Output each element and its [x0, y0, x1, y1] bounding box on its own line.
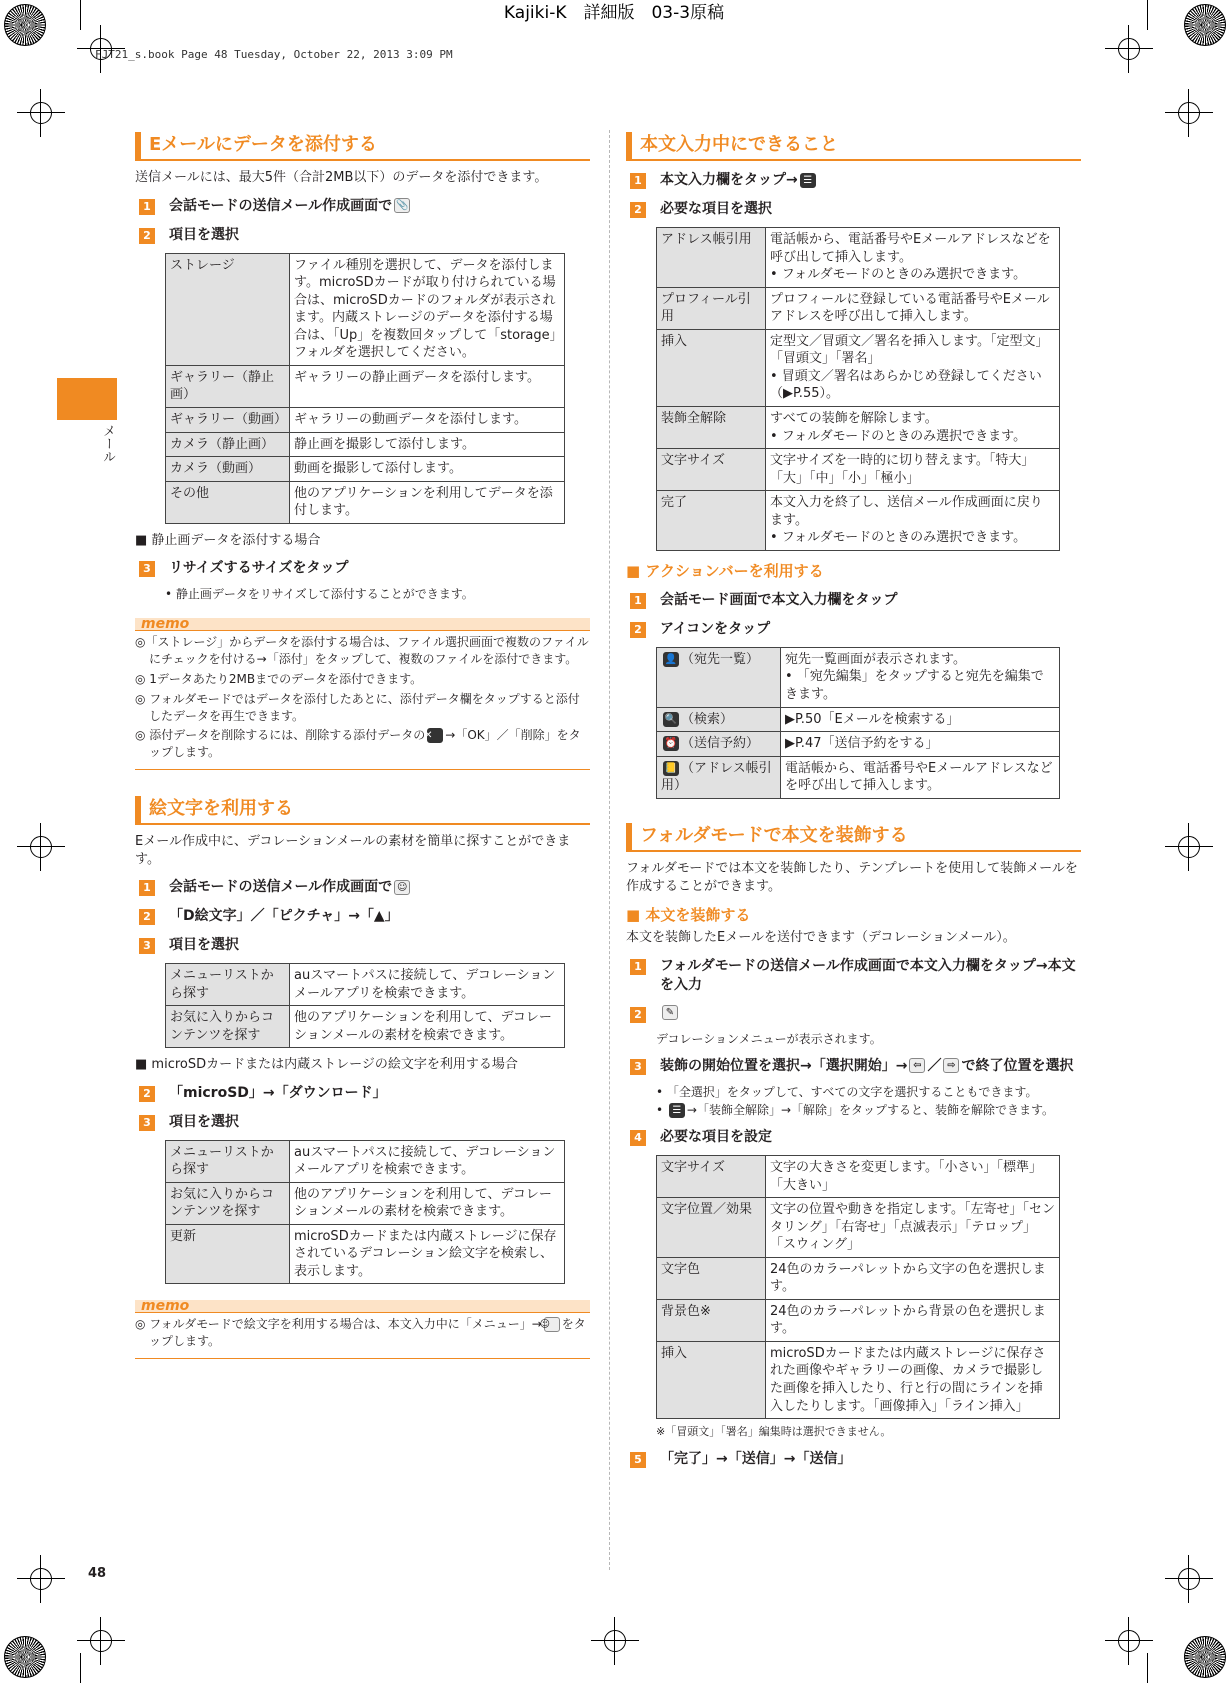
crop-mark	[1147, 1653, 1148, 1683]
table-value	[781, 707, 1060, 732]
table-row	[166, 1182, 565, 1224]
color-bar-mark	[4, 4, 46, 46]
memo-item	[135, 1316, 590, 1350]
section-title: 本文入力中にできること	[626, 132, 1081, 161]
step-number: 1	[139, 880, 155, 896]
step-text: リサイズするサイズをタップ	[169, 560, 349, 577]
table-key	[657, 707, 781, 732]
table-text: 宛先一覧画面が表示されます。	[785, 651, 966, 667]
step-text: 項目を選択	[169, 1113, 239, 1130]
table-value: 文字の位置や動きを指定します。「左寄せ」「センタリング」「右寄せ」「点滅表示」「テロップ」「スウィング」	[766, 1198, 1060, 1258]
step-text: 「microSD」→「ダウンロード」	[169, 1084, 387, 1101]
table-row	[657, 449, 1060, 491]
table-key: 文字サイズ	[657, 449, 766, 491]
registration-mark	[1118, 1630, 1140, 1652]
table-key: お気に入りからコンテンツを探す	[166, 1006, 290, 1048]
table-row	[657, 407, 1060, 449]
table-text: プロフィールに登録している電話番号やEメールアドレスを呼び出して挿入します。	[770, 291, 1050, 325]
table-key: 文字位置／効果	[657, 1198, 766, 1258]
crop-mark	[80, 0, 81, 30]
step-bullet: • ☰ →「装飾全解除」→「解除」をタップすると、装飾を解除できます。	[656, 1102, 1055, 1117]
table-key: 背景色※	[657, 1299, 766, 1341]
sub-heading: ■ アクションバーを利用する	[626, 561, 824, 580]
table-value	[766, 407, 1060, 449]
table-value: 他のアプリケーションを利用して、デコレーションメールの素材を検索できます。	[290, 1006, 565, 1048]
table-value: microSDカードまたは内蔵ストレージに保存されているデコレーション絵文字を検索し、表示します。	[290, 1224, 565, 1284]
step-number: 2	[139, 228, 155, 244]
table-key: 挿入	[657, 1341, 766, 1418]
input-option-table	[656, 227, 1060, 551]
table-row	[166, 1224, 565, 1284]
step-number: 1	[139, 199, 155, 215]
step	[135, 878, 590, 897]
table-bullet: • フォルダモードのときのみ選択できます。	[770, 267, 1027, 283]
table-value	[766, 329, 1060, 406]
table-key-text: （検索）	[681, 711, 734, 727]
step-bullet: • 「全選択」をタップして、すべての文字を選択することもできます。	[656, 1084, 1038, 1099]
table-row	[657, 329, 1060, 406]
table-row	[657, 1257, 1060, 1299]
table-row	[657, 1299, 1060, 1341]
chapter-label: メール	[100, 424, 115, 463]
table-text: すべての装飾を解除します。	[770, 411, 938, 426]
book-info: FJT21_s.book Page 48 Tuesday, October 22, 2013 3:09 PM	[95, 48, 453, 61]
step-text: 会話モード画面で本文入力欄をタップ	[660, 592, 898, 609]
step	[626, 591, 1081, 610]
color-bar-mark	[1184, 4, 1226, 46]
step-bullet: • 静止画データをリサイズして添付することができます。	[165, 587, 474, 602]
memo-label: memo	[141, 616, 190, 633]
table-row	[657, 1198, 1060, 1258]
table-key-text: （アドレス帳引用）	[661, 760, 772, 794]
memo-text: →「OK」／「削除」をタップします。	[149, 728, 581, 760]
table-value	[766, 491, 1060, 551]
right-column	[626, 128, 1081, 1477]
footnote: ※「冒頭文」「署名」編集時は選択できません。	[656, 1425, 892, 1439]
registration-mark	[90, 1630, 112, 1652]
step	[626, 1005, 1081, 1023]
step	[626, 171, 1081, 190]
arrow-left-icon: ⇦	[909, 1058, 925, 1073]
registration-mark	[30, 836, 52, 858]
table-text: 文字サイズを一時的に切り替えます。「特大」「大」「中」「小」「極小」	[770, 453, 1035, 486]
registration-mark	[30, 1568, 52, 1590]
registration-mark	[604, 1630, 626, 1652]
table-bullet: • 「宛先編集」をタップすると宛先を編集できます。	[785, 669, 1044, 702]
table-value: 他のアプリケーションを利用してデータを添付します。	[290, 481, 565, 523]
decoration-icon: ✎	[662, 1005, 678, 1020]
table-value: ファイル種別を選択して、データを添付します。microSDカードが取り付けられている場合は、microSDカードのフォルダが表示されます。内蔵ストレージのデータを添付する場合は、「Up」を複数回タップして「storage」フォルダを選択してください。	[290, 253, 565, 365]
step-text: 項目を選択	[169, 937, 239, 954]
table-value	[766, 228, 1060, 288]
memo-text: をタップします。	[149, 1317, 586, 1349]
step	[135, 226, 590, 245]
arrow-right-icon: ⇨	[943, 1058, 959, 1073]
step	[135, 907, 590, 926]
step-number: 5	[630, 1452, 646, 1468]
table-key: カメラ（動画）	[166, 457, 290, 482]
step-number: 2	[139, 909, 155, 925]
table-value	[766, 449, 1060, 491]
table-key: 更新	[166, 1224, 290, 1284]
table-key: 挿入	[657, 329, 766, 406]
emoji-icon: ☺	[544, 1317, 560, 1332]
step-text: で終了位置を選択	[961, 1057, 1074, 1074]
step-text: 項目を選択	[169, 226, 239, 243]
step-number: 4	[630, 1130, 646, 1146]
table-value: 文字の大きさを変更します。「小さい」「標準」「大きい」	[766, 1156, 1060, 1198]
table-row	[166, 964, 565, 1006]
sub-intro: 本文を装飾したEメールを送付できます（デコレーションメール）。	[626, 930, 1016, 946]
table-text: 電話帳から、電話番号やEメールアドレスなどを呼び出して挿入します。	[785, 760, 1053, 794]
print-header-title: Kajiki-K 詳細版 03-3原稿	[503, 3, 725, 23]
crop-mark	[1147, 0, 1148, 30]
table-row	[657, 1156, 1060, 1198]
table-text: ▶P.47「送信予約をする」	[785, 736, 939, 752]
memo-rule	[135, 769, 590, 770]
search-icon: 🔍	[664, 713, 678, 725]
table-row	[166, 1140, 565, 1182]
table-row	[657, 732, 1060, 757]
table-key: ギャラリー（動画）	[166, 408, 290, 433]
table-key-text: （宛先一覧）	[681, 651, 760, 667]
table-bullet: • フォルダモードのときのみ選択できます。	[770, 428, 1027, 444]
step	[135, 197, 590, 216]
table-value: ギャラリーの動画データを添付します。	[290, 408, 565, 433]
table-value: ギャラリーの静止画データを添付します。	[290, 365, 565, 407]
table-key: 文字色	[657, 1257, 766, 1299]
table-value: 他のアプリケーションを利用して、デコレーションメールの素材を検索できます。	[290, 1182, 565, 1224]
table-key: ギャラリー（静止画）	[166, 365, 290, 407]
section-intro: 送信メールには、最大5件（合計2MB以下）のデータを添付できます。	[135, 170, 548, 186]
step	[626, 1450, 1081, 1469]
registration-mark	[1178, 102, 1200, 124]
memo-box	[135, 1300, 590, 1359]
table-key: メニューリストから探す	[166, 1140, 290, 1182]
table-row	[166, 1006, 565, 1048]
step	[626, 1128, 1081, 1147]
table-value	[781, 647, 1060, 707]
registration-mark	[90, 38, 112, 60]
table-row	[166, 253, 565, 365]
memo-rule	[135, 1358, 590, 1359]
table-row	[657, 1341, 1060, 1418]
page-number: 48	[88, 1566, 107, 1581]
memo-text: ◎ フォルダモードで絵文字を利用する場合は、本文入力中に「メニュー」→	[135, 1317, 542, 1332]
chapter-tab	[57, 378, 117, 420]
crop-mark	[80, 1653, 81, 1683]
table-value	[766, 287, 1060, 329]
registration-mark	[1118, 38, 1140, 60]
step-text: 「D絵文字」／「ピクチャ」→「▲」	[169, 908, 399, 925]
memo-item: ◎ 1データあたり2MBまでのデータを添付できます。	[135, 671, 423, 686]
step-text: 「完了」→「送信」→「送信」	[660, 1450, 852, 1467]
table-value: auスマートパスに接続して、デコレーションメールアプリを検索できます。	[290, 964, 565, 1006]
table-value	[781, 756, 1060, 798]
emoji-icon: ☺	[394, 880, 410, 895]
table-key	[657, 756, 781, 798]
delete-icon: ✕	[427, 728, 443, 743]
memo-header	[135, 1300, 590, 1313]
table-text: 本文入力を終了し、送信メール作成画面に戻ります。	[770, 495, 1043, 528]
memo-item	[135, 727, 590, 761]
table-key: お気に入りからコンテンツを探す	[166, 1182, 290, 1224]
section-title: フォルダモードで本文を装飾する	[626, 823, 1081, 852]
column-divider	[609, 130, 610, 1570]
step-number: 2	[139, 1086, 155, 1102]
step-number: 1	[630, 593, 646, 609]
step-number: 2	[630, 622, 646, 638]
table-bullet: • フォルダモードのときのみ選択できます。	[770, 530, 1027, 546]
step	[135, 936, 590, 955]
section-intro: Eメール作成中に、デコレーションメールの素材を簡単に探すことができます。	[135, 834, 571, 867]
step	[626, 1057, 1081, 1076]
table-value: 動画を撮影して添付します。	[290, 457, 565, 482]
recipient-list-icon: 👤	[664, 653, 678, 665]
scheduled-send-icon: ⏰	[664, 738, 678, 750]
table-bullet: • 冒頭文／署名はあらかじめ登録してください（▶P.55）。	[770, 368, 1042, 402]
step	[135, 559, 590, 578]
sub-heading: ■ 本文を装飾する	[626, 906, 751, 925]
step-number: 3	[630, 1059, 646, 1075]
step-text: 本文入力欄をタップ→	[660, 172, 798, 189]
section-intro: フォルダモードでは本文を装飾したり、テンプレートを使用して装飾メールを作成することができます。	[626, 860, 1078, 894]
menu-icon: ☰	[669, 1103, 685, 1118]
emoji-storage-table	[165, 1140, 565, 1285]
table-row	[657, 647, 1060, 707]
step-bullet-text: →「装飾全解除」→「解除」をタップすると、装飾を解除できます。	[686, 1102, 1055, 1117]
step-text: 装飾の開始位置を選択→「選択開始」→	[660, 1057, 908, 1074]
memo-box	[135, 618, 590, 770]
table-row	[166, 365, 565, 407]
case-heading: ■ microSDカードまたは内蔵ストレージの絵文字を利用する場合	[135, 1057, 518, 1073]
table-value: 24色のカラーパレットから文字の色を選択します。	[766, 1257, 1060, 1299]
table-value: 24色のカラーパレットから背景の色を選択します。	[766, 1299, 1060, 1341]
step-number: 1	[630, 173, 646, 189]
table-key: メニューリストから探す	[166, 964, 290, 1006]
action-bar-table	[656, 647, 1060, 799]
table-text: ▶P.50「Eメールを検索する」	[785, 711, 960, 727]
table-row	[657, 707, 1060, 732]
step-number: 3	[139, 1115, 155, 1131]
step	[135, 1084, 590, 1103]
section-title: 絵文字を利用する	[135, 796, 590, 825]
registration-mark	[1178, 1568, 1200, 1590]
table-row	[657, 228, 1060, 288]
left-column	[135, 128, 590, 1377]
step-separator: ／	[927, 1057, 942, 1074]
case-heading: ■ 静止画データを添付する場合	[135, 532, 321, 548]
table-row	[166, 432, 565, 457]
table-value: auスマートパスに接続して、デコレーションメールアプリを検索できます。	[290, 1140, 565, 1182]
table-key: アドレス帳引用	[657, 228, 766, 288]
step-number: 2	[630, 1007, 646, 1023]
step-number: 3	[139, 561, 155, 577]
table-key	[657, 732, 781, 757]
attach-option-table	[165, 253, 565, 524]
memo-text: ◎ 添付データを削除するには、削除する添付データの	[135, 728, 426, 743]
color-bar-mark	[1184, 1636, 1226, 1678]
table-key: プロフィール引用	[657, 287, 766, 329]
step	[626, 200, 1081, 219]
table-key	[657, 647, 781, 707]
registration-mark	[30, 102, 52, 124]
memo-item: ◎ フォルダモードではデータを添付したあとに、添付データ欄をタップすると添付したデータを再生できます。	[135, 691, 580, 723]
table-text: 定型文／冒頭文／署名を挿入します。「定型文」「冒頭文」「署名」	[770, 333, 1049, 367]
section-title: Eメールにデータを添付する	[135, 132, 590, 161]
table-row	[657, 756, 1060, 798]
attach-icon: 📎	[395, 200, 409, 212]
table-key: 完了	[657, 491, 766, 551]
step	[135, 1113, 590, 1132]
table-value	[781, 732, 1060, 757]
color-bar-mark	[4, 1636, 46, 1678]
step-text: 必要な項目を選択	[660, 201, 772, 218]
memo-label: memo	[141, 1298, 190, 1315]
memo-header	[135, 618, 590, 631]
table-key: カメラ（静止画）	[166, 432, 290, 457]
address-book-icon: 📒	[664, 762, 678, 774]
table-key-text: （送信予約）	[681, 736, 760, 752]
step-text: 必要な項目を設定	[660, 1129, 772, 1146]
emoji-search-table	[165, 963, 565, 1048]
table-row	[166, 408, 565, 433]
table-key: その他	[166, 481, 290, 523]
step-text: アイコンをタップ	[660, 620, 771, 637]
table-key: 装飾全解除	[657, 407, 766, 449]
step	[626, 620, 1081, 639]
table-text: 電話帳から、電話番号やEメールアドレスなどを呼び出して挿入します。	[770, 232, 1051, 265]
memo-item: ◎「ストレージ」からデータを添付する場合は、ファイル選択画面で複数のファイルにチェックを付ける→「添付」をタップして、複数のファイルを添付できます。	[135, 635, 589, 667]
table-row	[657, 287, 1060, 329]
step-number: 3	[139, 938, 155, 954]
table-value: microSDカードまたは内蔵ストレージに保存された画像やギャラリーの画像、カメラで撮影した画像を挿入したり、行と行の間にラインを挿入したりします。「画像挿入」「ライン挿入」	[766, 1341, 1060, 1418]
menu-icon: ☰	[800, 173, 816, 188]
step-number: 1	[630, 959, 646, 975]
step-desc: デコレーションメニューが表示されます。	[656, 1031, 882, 1046]
step-text: フォルダモードの送信メール作成画面で本文入力欄をタップ→本文を入力	[660, 957, 1076, 993]
step-number: 2	[630, 202, 646, 218]
step-text: 会話モードの送信メール作成画面で	[169, 197, 393, 214]
table-row	[166, 457, 565, 482]
table-value: 静止画を撮影して添付します。	[290, 432, 565, 457]
table-row	[657, 491, 1060, 551]
step-text: 会話モードの送信メール作成画面で	[169, 879, 393, 896]
table-key: ストレージ	[166, 253, 290, 365]
decoration-table	[656, 1155, 1060, 1419]
step	[626, 957, 1081, 995]
table-row	[166, 481, 565, 523]
registration-mark	[1178, 836, 1200, 858]
table-key: 文字サイズ	[657, 1156, 766, 1198]
